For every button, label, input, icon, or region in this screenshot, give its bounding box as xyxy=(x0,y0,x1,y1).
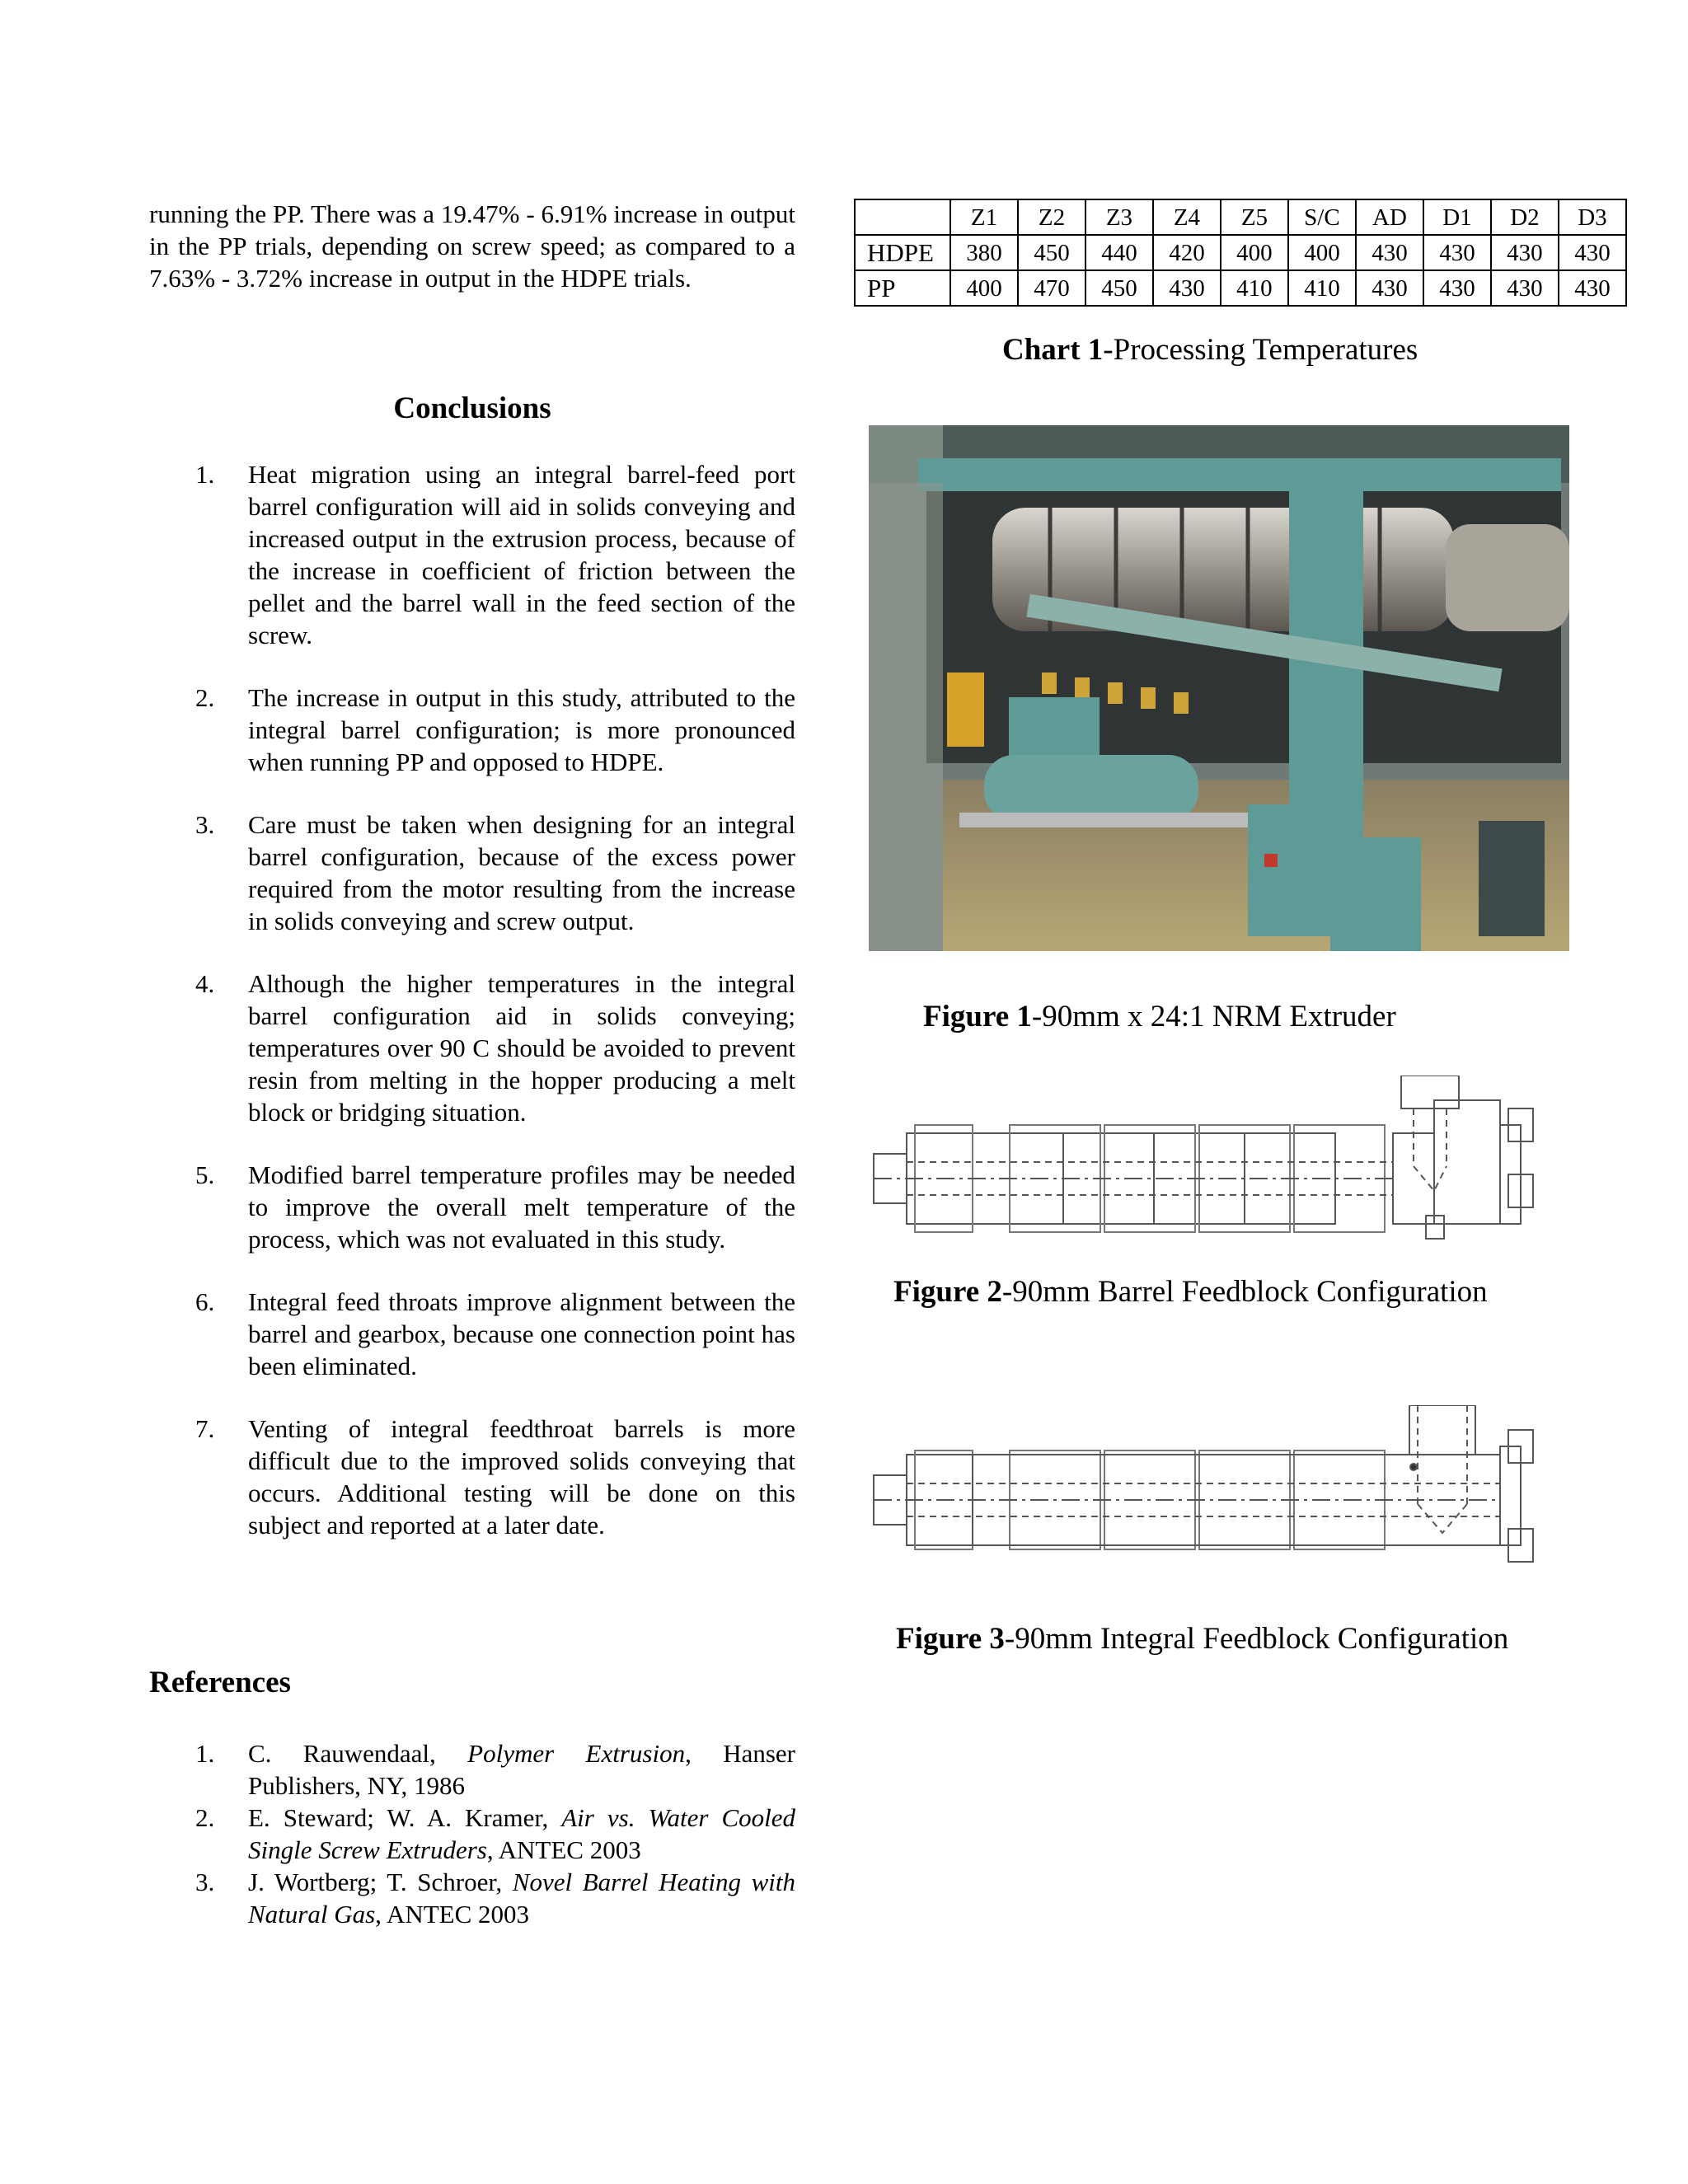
chart1-caption xyxy=(1002,331,1418,369)
extruder-photo xyxy=(869,425,1569,951)
conclusion-item xyxy=(149,1286,795,1382)
reference-item xyxy=(149,1802,795,1866)
caption-text: -90mm Barrel Feedblock Configuration xyxy=(1001,1275,1488,1309)
reference-authors: J. Wortberg; T. Schroer, xyxy=(248,1868,513,1896)
table-cell: 430 xyxy=(1559,235,1626,270)
references-list xyxy=(149,1737,795,1930)
conclusion-item xyxy=(149,1413,795,1541)
conclusion-item xyxy=(149,1159,795,1255)
reference-source: , Hanser Publishers, NY, 1986 xyxy=(248,1739,796,1800)
fig2-caption xyxy=(893,1273,1488,1311)
row-label: PP xyxy=(855,270,950,306)
conclusion-item xyxy=(149,968,795,1128)
item-text: Although the higher temperatures in the integral barrel configuration aid in solids conveying; temperatures over 90 C should be avoided to prevent resin from melting in the hopper producing a melt block or bridging situation. xyxy=(248,969,795,1127)
table-cell: 400 xyxy=(1221,235,1288,270)
conclusions-heading: Conclusions xyxy=(393,391,551,425)
reference-authors: C. Rauwendaal, xyxy=(248,1739,468,1768)
item-number: 1. xyxy=(195,1739,215,1768)
table-cell: 400 xyxy=(1288,235,1356,270)
column-header: AD xyxy=(1356,199,1423,235)
item-number: 2. xyxy=(195,1803,215,1832)
row-label: HDPE xyxy=(855,235,950,270)
reference-item xyxy=(149,1866,795,1930)
item-text: Venting of integral feedthroat barrels is more difficult due to the improved solids conveying that occurs. Additional testing will be done on this subject and reported at a later date. xyxy=(248,1414,795,1540)
caption-label: Figure 1 xyxy=(923,1000,1032,1033)
item-text: Modified barrel temperature profiles may be needed to improve the overall melt temperature of the process, which was not evaluated in this study. xyxy=(248,1160,795,1254)
column-header: Z5 xyxy=(1221,199,1288,235)
column-header: Z2 xyxy=(1018,199,1085,235)
table-header-row xyxy=(855,199,1626,235)
caption-text: -90mm x 24:1 NRM Extruder xyxy=(1031,1000,1396,1033)
item-number: 7. xyxy=(195,1414,215,1443)
table-row xyxy=(855,270,1626,306)
table-cell: 410 xyxy=(1221,270,1288,306)
item-number: 6. xyxy=(195,1287,215,1316)
item-number: 1. xyxy=(195,460,215,489)
reference-authors: E. Steward; W. A. Kramer, xyxy=(248,1803,562,1832)
table-cell: 400 xyxy=(950,270,1018,306)
barrel-feedblock-drawing xyxy=(865,1076,1541,1253)
table-cell: 450 xyxy=(1085,270,1153,306)
integral-feedblock-drawing xyxy=(865,1405,1541,1574)
item-text: Heat migration using an integral barrel-feed port barrel configuration will aid in solids conveying and increased output in the extrusion process, because of the increase in coefficient of friction between the pellet and the barrel wall in the feed section of the screw. xyxy=(248,460,795,649)
column-header: Z4 xyxy=(1153,199,1221,235)
conclusion-item xyxy=(149,458,795,651)
conclusion-item xyxy=(149,808,795,937)
item-number: 5. xyxy=(195,1160,215,1189)
reference-item xyxy=(149,1737,795,1802)
reference-title: Air vs. Water Cooled Single Screw Extruders xyxy=(248,1803,795,1864)
table-cell: 380 xyxy=(950,235,1018,270)
caption-label: Figure 3 xyxy=(896,1622,1005,1656)
item-number: 3. xyxy=(195,1868,215,1896)
column-header: D1 xyxy=(1423,199,1491,235)
table-cell: 430 xyxy=(1491,235,1559,270)
table-row xyxy=(855,235,1626,270)
table-cell: 430 xyxy=(1356,235,1423,270)
item-text: The increase in output in this study, attributed to the integral barrel configuration; is more pronounced when running PP and opposed to HDPE. xyxy=(248,683,795,776)
item-number: 4. xyxy=(195,969,215,998)
conclusion-item xyxy=(149,682,795,778)
item-text: Integral feed throats improve alignment between the barrel and gearbox, because one connection point has been eliminated. xyxy=(248,1287,795,1380)
table-cell: 420 xyxy=(1153,235,1221,270)
item-number: 3. xyxy=(195,810,215,839)
column-header: Z1 xyxy=(950,199,1018,235)
table-cell: 440 xyxy=(1085,235,1153,270)
intro-block xyxy=(149,198,795,294)
table-cell: 430 xyxy=(1559,270,1626,306)
conclusions-list xyxy=(149,458,795,1572)
table-cell: 430 xyxy=(1356,270,1423,306)
reference-source: , ANTEC 2003 xyxy=(375,1900,530,1929)
item-number: 2. xyxy=(195,683,215,712)
table-cell: 430 xyxy=(1153,270,1221,306)
column-header: Z3 xyxy=(1085,199,1153,235)
caption-label: Chart 1 xyxy=(1002,333,1104,367)
column-header: D3 xyxy=(1559,199,1626,235)
caption-text: -90mm Integral Feedblock Configuration xyxy=(1004,1622,1509,1656)
header-corner-cell xyxy=(855,199,950,235)
processing-temperatures-table xyxy=(854,199,1627,307)
item-text: Care must be taken when designing for an integral barrel configuration, because of the excess power required from the motor resulting from the increase in solids conveying and screw output. xyxy=(248,810,795,935)
reference-title: Novel Barrel Heating with Natural Gas xyxy=(248,1868,795,1929)
table-cell: 430 xyxy=(1423,270,1491,306)
table-cell: 470 xyxy=(1018,270,1085,306)
table-cell: 410 xyxy=(1288,270,1356,306)
caption-text: -Processing Temperatures xyxy=(1103,333,1418,367)
table-cell: 430 xyxy=(1491,270,1559,306)
caption-label: Figure 2 xyxy=(893,1275,1002,1309)
column-header: S/C xyxy=(1288,199,1356,235)
reference-title: Polymer Extrusion xyxy=(467,1739,686,1768)
fig1-caption xyxy=(923,998,1396,1036)
references-heading: References xyxy=(149,1666,291,1699)
table-cell: 450 xyxy=(1018,235,1085,270)
reference-source: , ANTEC 2003 xyxy=(486,1835,641,1864)
column-header: D2 xyxy=(1491,199,1559,235)
intro-paragraph: running the PP. There was a 19.47% - 6.91% increase in output in the PP trials, depending on screw speed; as compared to a 7.63% - 3.72% increase in output in the HDPE trials. xyxy=(149,199,795,293)
fig3-caption xyxy=(896,1620,1508,1658)
table-cell: 430 xyxy=(1423,235,1491,270)
